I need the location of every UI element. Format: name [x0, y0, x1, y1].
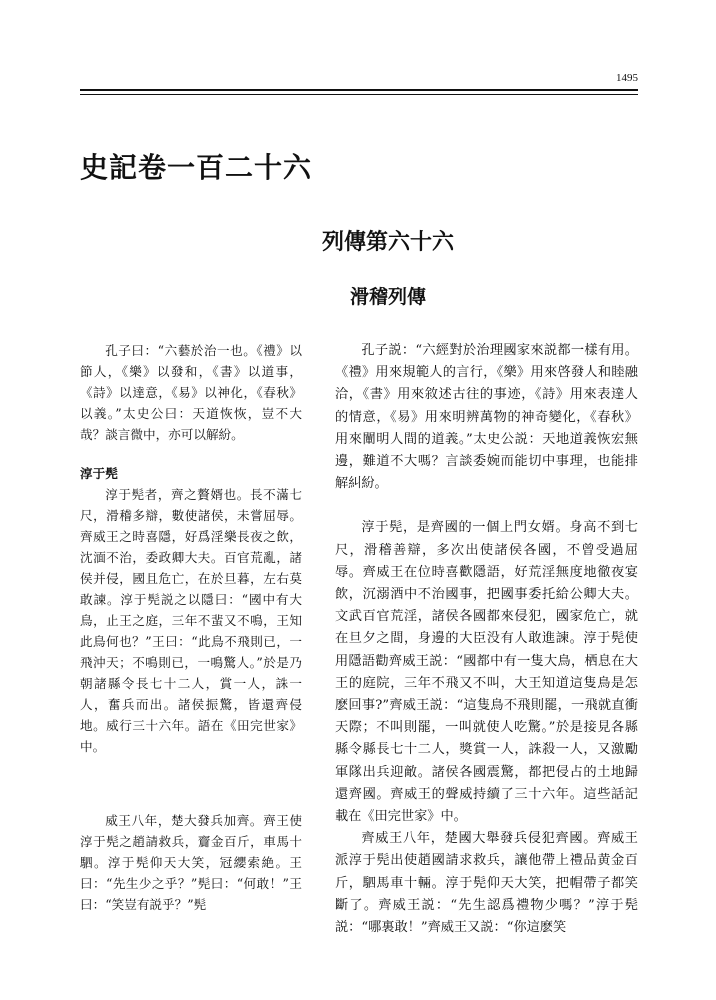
header-rule-thin — [80, 94, 638, 95]
book-title: 史記卷一百二十六 — [80, 151, 313, 184]
classical-text-column — [80, 340, 302, 915]
classical-intro-paragraph: 孔子曰：“六藝於治一也。《禮》以節人，《樂》以發和，《書》以道事，《詩》以達意，《易》以神化，《春秋》以義。”太史公曰：天道恢恢，豈不大哉？談言微中，亦可以解紛。 — [80, 343, 302, 442]
chunyu-kun-heading: 淳于髡 — [80, 466, 118, 481]
chapter-title: 滑稽列傳 — [349, 286, 426, 308]
spacer — [335, 495, 638, 517]
section-title: 列傳第六十六 — [321, 229, 454, 255]
translation-text-column — [335, 340, 638, 939]
translation-paragraph-1: 淳于髡，是齊國的一個上門女婿。身高不到七尺，滑稽善辯，多次出使諸侯各國，不曾受過屈辱。齊威王在位時喜歡隱語，好荒淫無度地徹夜宴飲，沉溺酒中不治國事，把國事委托給公卿大夫。文武百官荒淫，諸侯各國都來侵犯，國家危亡，就在旦夕之間，身邊的大臣没有人敢進諫。淳于髡使用隱語勸齊威王説：“國都中有一隻大鳥，栖息在大王的庭院，三年不飛又不叫，大王知道這隻鳥是怎麽回事?”齊威王説：“這隻鳥不飛則罷，一飛就直衝天際；不叫則罷，一叫就使人吃驚。”於是接見各縣縣令縣長七十二人，獎賞一人，誅殺一人，又激勵軍隊出兵迎敵。諸侯各國震驚，都把侵占的土地歸還齊國。齊威王的聲威持續了三十六年。這些話記載在《田完世家》中。 — [335, 520, 638, 825]
spacer — [80, 757, 302, 810]
page-number: 1495 — [616, 72, 638, 84]
translation-paragraph-2: 齊威王八年，楚國大舉發兵侵犯齊國。齊威王派淳于髡出使趙國請求救兵，讓他帶上禮品黄金百斤，駟馬車十輛。淳于髡仰天大笑，把帽帶子都笑斷了。齊威王説：“先生認爲禮物少嗎？”淳于髡説：“哪裏敢！”齊威王又説：“你這麽笑 — [335, 831, 638, 936]
spacer — [80, 445, 302, 463]
classical-paragraph-2: 威王八年，楚大發兵加齊。齊王使淳于髡之趙請救兵，齎金百斤，車馬十駟。淳于髡仰天大笑，冠纓索絶。王曰：“先生少之乎？”髡曰：“何敢！”王曰：“笑豈有説乎？”髡 — [80, 813, 302, 912]
translation-intro-paragraph: 孔子説：“六經對於治理國家來説都一樣有用。《禮》用來規範人的言行，《樂》用來啓發人和睦融洽，《書》用來敘述古往的事迹，《詩》用來表達人的情意，《易》用來明辨萬物的神奇變化，《春秋》用來闡明人間的道義。”太史公説：天地道義恢宏無邊，難道不大嗎？言談委婉而能切中事理，也能排解糾紛。 — [335, 343, 638, 492]
classical-paragraph-1: 淳于髡者，齊之贅婿也。長不滿七尺，滑稽多辯，數使諸侯，未嘗屈辱。齊威王之時喜隱，好爲淫樂長夜之飲，沈湎不治，委政卿大夫。百官荒亂，諸侯并侵，國且危亡，在於旦暮，左右莫敢諫。淳于髡説之以隱曰：“國中有大鳥，止王之庭，三年不蜚又不鳴，王知此鳥何也？”王曰：“此鳥不飛則已，一飛沖天；不鳴則已，一鳴驚人。”於是乃朝諸縣令長七十二人，賞一人，誅一人，奮兵而出。諸侯振驚，皆還齊侵地。威行三十六年。語在《田完世家》中。 — [80, 487, 302, 754]
header-rule-thick — [80, 89, 638, 91]
